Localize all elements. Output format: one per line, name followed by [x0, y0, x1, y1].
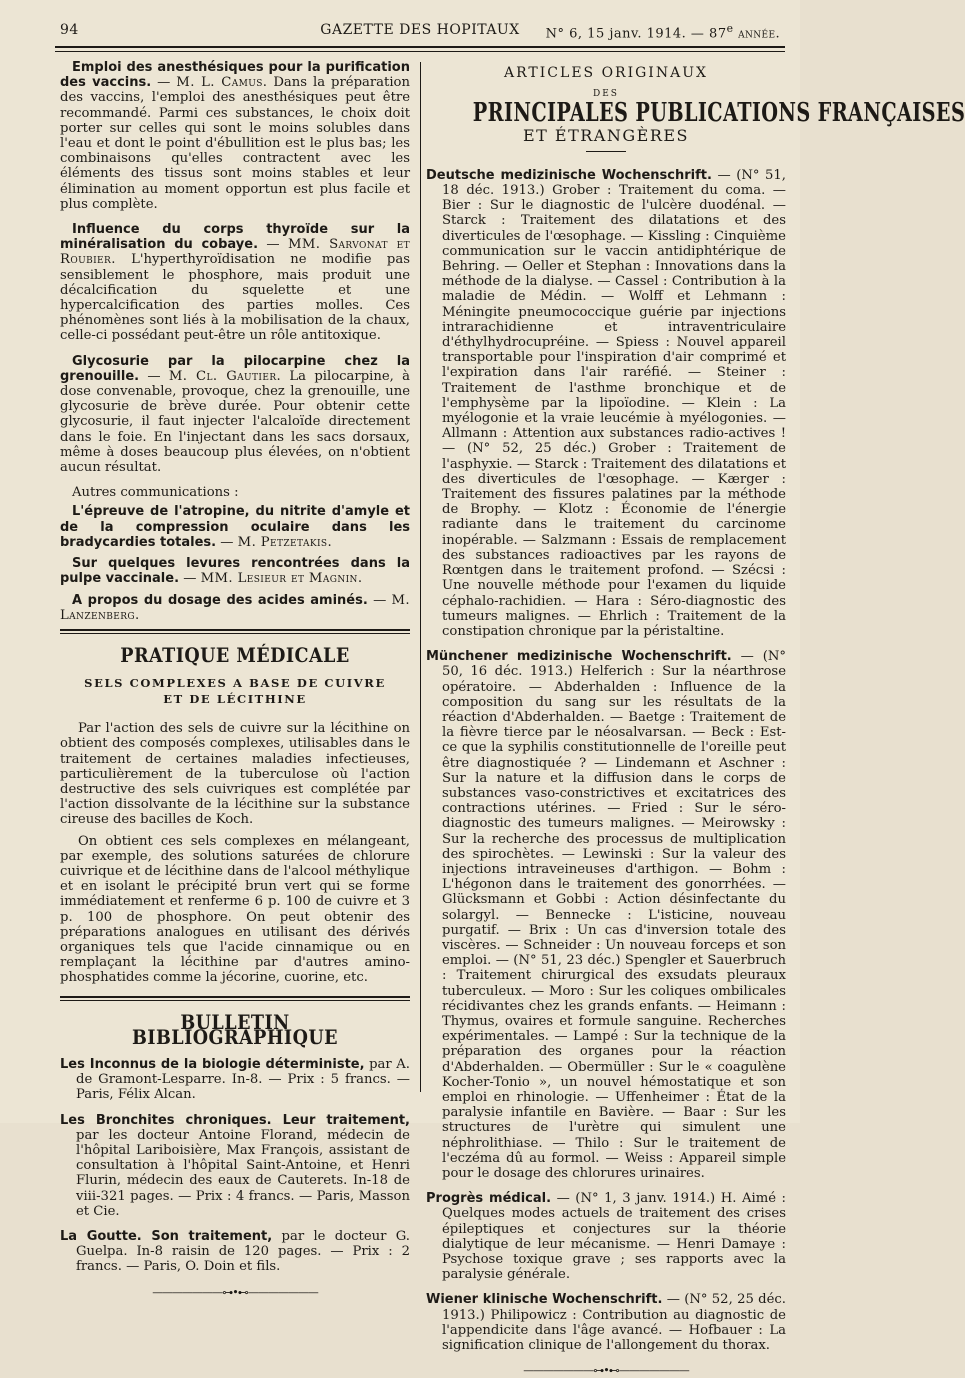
article-paragraph: On obtient ces sels complexes en mélangeant, par exemple, des solutions saturées de chlorure cuivrique et de lécithine dans de l'alcool méthylique et en isolant le précipité brun vert qui se forme immédiatement et renferme 6 p. 100 de cuivre et 3 p. 100 de phosphore. On peut obtenir des préparations analogues en utilisant des dérivés organiques tels que l'acide cinnamique ou en remplaçant la lécithine par d'autres amino-phosphatides comme la jécorine, cuorine, etc. — [60, 833, 410, 986]
communication-entry: Sur quelques levures rencontrées dans la pulpe vaccinale. — MM. Lesieur et Magnin. — [60, 556, 410, 587]
bibliography-item: Les Inconnus de la biologie déterministe, par A. de Gramont-Lesparre. In-8. — Prix : 5 francs. — Paris, Félix Alcan. — [60, 1056, 410, 1103]
section-heading-pratique: PRATIQUE MÉDICALE — [120, 642, 350, 667]
articles-heading: ARTICLES ORIGINAUX — [504, 65, 708, 81]
journal-entry: Wiener klinische Wochenschrift. — (N° 52, 25 déc. 1913.) Philipowicz : Contribution au diagnostic de l'appendicite dans l'âge avancé. — Hofbauer : La signification clinique de l'allongement du thorax. — [426, 1292, 786, 1354]
communication-entry: L'épreuve de l'atropine, du nitrite d'amyle et de la compression oculaire dans les bradycardies totales. — M. Petzetakis. — [60, 504, 410, 550]
journal-entry: Deutsche medizinische Wochenschrift. — (N° 51, 18 déc. 1913.) Grober : Traitement du coma. — Bier : Sur le diagnostic de l'ulcère duodénal. — Starck : Traitement des dilatations et des diverticules de l'œsophage. — Kissling : Cinquième communication sur le vaccin antidiphtérique de Behring. — Oeller et Stephan : Innovations dans la méthode de la dialyse. — Cassel : Contribution à la maladie de Médin. — Wolff et Lehmann : Méningite pneumococcique guérie par injections intrarachidienne et intraventriculaire d'éthylhydrocupréine. — Spiess : Nouvel appareil transportable pour l'inspiration d'air comprimé et l'expiration dans l'air raréfié. — Steiner : Traitement de l'asthme bronchique et de l'emphysème par la lipoïodine. — Klein : La myélogonie et la vraie leucémie à myélogonies. — Allmann : Attention aux substances radio-actives ! — (N° 52, 25 déc.) Grober : Traitement de l'asphyxie. — Starck : Traitement des dilatations et des diverticules de l'œsophage. — Kærger : Traitement des fissures palatines par la méthode de Brophy. — Klotz : Économie de l'énergie radiante dans le traitement du carcinome inopérable. — Salzmann : Essais de remplacement des substances radioactives par les rayons de Rœntgen dans le traitement profond. — Szécsi : Une nouvelle méthode pour l'examen du liquide céphalo-rachidien. — Hara : Séro-diagnostic des tumeurs malignes. — Ehrlich : Traitement de la constipation chronique par la péristaltine. — [426, 167, 786, 639]
articles-heading-sub: ET ÉTRANGÈRES — [522, 125, 690, 145]
section-rule — [60, 629, 410, 634]
section-rule — [60, 996, 410, 1001]
end-ornament: ———————⊶•⊷——————— — [523, 1364, 689, 1378]
right-column — [426, 60, 965, 1378]
end-ornament: ———————⊶•⊷——————— — [152, 1285, 318, 1299]
bibliography-item: La Goutte. Son traitement, par le docteur G. Guelpa. In-8 raisin de 120 pages. — Prix : 2 francs. — Paris, O. Doin et fils. — [60, 1229, 410, 1275]
short-rule — [586, 151, 626, 152]
communication-entry: Glycosurie par la pilocarpine chez la grenouille. — M. Cl. Gautier. La pilocarpine, à dose convenable, provoque, chez la grenouille, une glycosurie de brève durée. Pour obtenir cette glycosurie, il faut injecter l'alcaloïde directement dans le foie. En l'injectant dans les sacs dorsaux, même à doses beaucoup plus élevées, on n'obtient aucun résultat. — [60, 353, 410, 476]
other-communications-label: Autres communications : — [72, 485, 239, 501]
journal-entry: Progrès médical. — (N° 1, 3 janv. 1914.) H. Aimé : Quelques modes actuels de traitement des crises épileptiques et conjectures sur la théorie dialytique de leur mécanisme. — Henri Damaye : Psychose toxique grave ; ses rapports avec la paralysie générale. — [426, 1191, 786, 1283]
article-paragraph: Par l'action des sels de cuivre sur la lécithine on obtient des composés complexes, utilisables dans le traitement de certaines maladies infectieuses, particulièrement de la tuberculose où l'action destructive des sels cuivriques est complétée par l'action dissolvante de la lécithine sur la substance cireuse des bacilles de Koch. — [60, 721, 410, 828]
articles-heading-des: DES — [593, 89, 619, 100]
bibliography-item: Les Bronchites chroniques. Leur traitement, par les docteur Antoine Florand, médecin de l'hôpital Lariboisière, Max François, assistant de consultation à l'hôpital Saint-Antoine, et Henri Flurin, médecin des eaux de Cauterets. In-18 de viii-321 pages. — Prix : 4 francs. — Paris, Masson et Cie. — [60, 1112, 410, 1219]
header-rule-thin — [55, 51, 785, 52]
column-divider — [420, 62, 421, 1092]
journal-entry: Münchener medizinische Wochenschrift. — (N° 50, 16 déc. 1913.) Helferich : Sur la néarthrose opératoire. — Abderhalden : Influence de la composition du sang sur les résultats de la réaction d'Abderhalden. — Baetge : Traitement de la fièvre tierce par le néosalvarsan. — Beck : Est-ce que la syphilis constitutionnelle de l'oreille peut être diagnostiquée ? — Lindemann et Aschner : Sur la nature et la diffusion dans le corps de substances vaso-constrictives et excitatrices des contractions utérines. — Fried : Sur le séro-diagnostic des tumeurs malignes. — Meirowsky : Sur la recherche des processus de multiplication des spirochètes. — Lewinski : Sur la valeur des injections intraveineuses d'arthigon. — Bohm : L'hégonon dans le traitement des gonorrhées. — Glücksmann et Gobbi : Action désinfectante du solargyl. — Bennecke : L'isticine, nouveau purgatif. — Brix : Un cas d'inversion totale des viscères. — Schneider : Un nouveau forceps et son emploi. — (N° 51, 23 déc.) Spengler et Sauerbruch : Traitement chirurgical des exsudats pleuraux tuberculeux. — Moro : Sur les coliques ombilicales récidivantes chez les grands enfants. — Heimann : Thymus, ovaires et formule sanguine. Recherches expérimentales. — Lampé : Sur la technique de la préparation des organes pour la réaction d'Abderhalden. — Obermüller : Sur le « coagulène Kocher-Tonio », un nouvel hémostatique et son emploi en rhinologie. — Uffenheimer : État de la paralysie infantile en Bavière. — Baar : Sur les structures de l'urètre qui simulent une néphrolithiase. — Thilo : Sur le traitement de l'eczéma dû au formol. — Weiss : Appareil simple pour le dosage des chlorures urinaires. — [426, 649, 786, 1182]
page-number: 94 — [60, 22, 79, 38]
running-head — [60, 22, 780, 42]
subheading: SELS COMPLEXES A BASE DE CUIVRE ET DE LÉCITHINE — [84, 676, 386, 707]
issue-info: N° 6, 15 janv. 1914. — 87e année. — [545, 22, 780, 42]
journal-title: GAZETTE DES HOPITAUX — [320, 22, 520, 38]
articles-heading-main: PRINCIPALES PUBLICATIONS FRANÇAISES — [472, 98, 965, 129]
header-rule — [55, 46, 785, 48]
section-heading-bulletin: BULLETIN BIBLIOGRAPHIQUE — [131, 1009, 339, 1049]
communication-entry: A propos du dosage des acides aminés. — M. Lanzenberg. — [60, 592, 411, 623]
communication-entry: Influence du corps thyroïde sur la minéralisation du cobaye. — MM. Sarvonat et Roubier. L'hyperthyroïdisation ne modifie pas sensiblement le phosphore, mais produit une décalcification du squelette et une hypercalcification des parties molles. Ces phénomènes sont liés à la mobilisation de la chaux, celle-ci possédant peut-être un rôle antitoxique. — [60, 222, 411, 344]
left-column — [60, 60, 410, 1300]
communication-entry: Emploi des anesthésiques pour la purification des vaccins. — M. L. Camus. Dans la préparation des vaccins, l'emploi des anesthésiques peut être recommandé. Parmi ces substances, le choix doit porter sur celles qui sont le moins solubles dans l'eau et dont le point d'ébullition est le plus bas; les combinaisons qu'elles contractent avec les éléments des tissus sont moins stables et leur élimination au moment opportun est plus facile et plus complète. — [60, 60, 410, 212]
